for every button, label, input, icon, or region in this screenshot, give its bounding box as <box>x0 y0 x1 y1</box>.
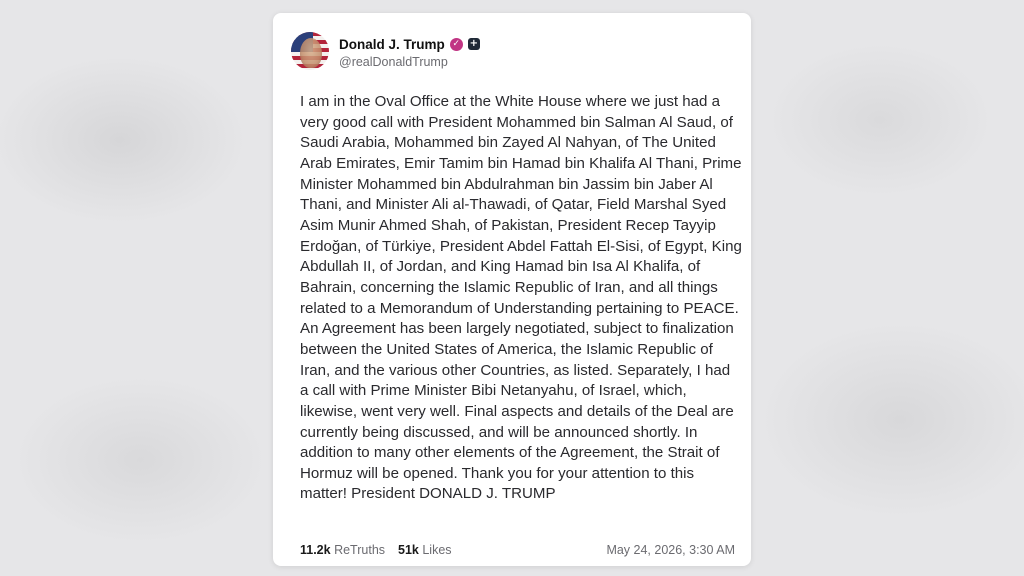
avatar[interactable] <box>291 32 329 70</box>
author-name-row <box>339 35 480 53</box>
post-footer <box>300 543 735 559</box>
post-body-line: Arab Emirates, Emir Tamim bin Hamad bin Khalifa Al Thani, Prime <box>300 154 742 172</box>
retruths-label: ReTruths <box>334 543 386 557</box>
post-body-line: Abdullah II, of Jordan, and King Hamad bin Isa Al Khalifa, of <box>300 258 701 276</box>
post-body-line: a call with Prime Minister Bibi Netanyahu, of Israel, which, <box>300 382 687 400</box>
retruths-stat[interactable] <box>300 543 385 557</box>
post-body-line: An Agreement has been largely negotiated, subject to finalization <box>300 320 734 338</box>
avatar-portrait <box>300 38 322 68</box>
plus-badge-icon: + <box>469 38 478 49</box>
post-body-line: Thani, and Minister Ali al-Thawadi, of Qatar, Field Marshal Syed <box>300 196 727 214</box>
retruths-count: 11.2k <box>300 543 331 557</box>
post-body-line: Asim Munir Ahmed Shah, of Pakistan, President Recep Tayyip <box>300 216 716 234</box>
post-body-line: very good call with President Mohammed bin Salman Al Saud, of <box>300 113 733 131</box>
post-body-line: currently being discussed, and will be announced shortly. In <box>300 423 698 441</box>
post-body-line: Iran, and the various other Countries, as listed. Separately, I had <box>300 361 731 379</box>
post-body-line: related to a Memorandum of Understanding pertaining to PEACE. <box>300 299 739 317</box>
author-name[interactable]: Donald J. Trump <box>339 36 445 52</box>
post-body-line: matter! President DONALD J. TRUMP <box>300 485 556 503</box>
likes-stat[interactable] <box>398 543 452 557</box>
post-body-line: Erdoğan, of Türkiye, President Abdel Fattah El-Sisi, of Egypt, King <box>300 237 742 255</box>
post-body-line: likewise, went very well. Final aspects and details of the Deal are <box>300 402 734 420</box>
verified-badge-icon: ✓ <box>450 38 463 51</box>
likes-label: Likes <box>422 543 452 557</box>
post-body-line: Saudi Arabia, Mohammed bin Zayed Al Nahyan, of The United <box>300 134 716 152</box>
post-card <box>273 13 751 566</box>
likes-count: 51k <box>398 543 419 557</box>
post-body-line: Minister Mohammed bin Abdulrahman bin Jassim bin Jaber Al <box>300 175 713 193</box>
post-body-line: Bahrain, concerning the Islamic Republic of Iran, and all things <box>300 278 718 296</box>
post-body <box>300 92 742 505</box>
author-handle[interactable]: @realDonaldTrump <box>339 55 448 69</box>
post-body-line: between the United States of America, the Islamic Republic of <box>300 340 713 358</box>
post-body-line: addition to many other elements of the Agreement, the Strait of <box>300 444 720 462</box>
post-body-line: I am in the Oval Office at the White House where we just had a <box>300 93 721 110</box>
post-timestamp[interactable]: May 24, 2026, 3:30 AM <box>606 543 735 557</box>
post-body-line: Hormuz will be opened. Thank you for your attention to this <box>300 464 695 482</box>
